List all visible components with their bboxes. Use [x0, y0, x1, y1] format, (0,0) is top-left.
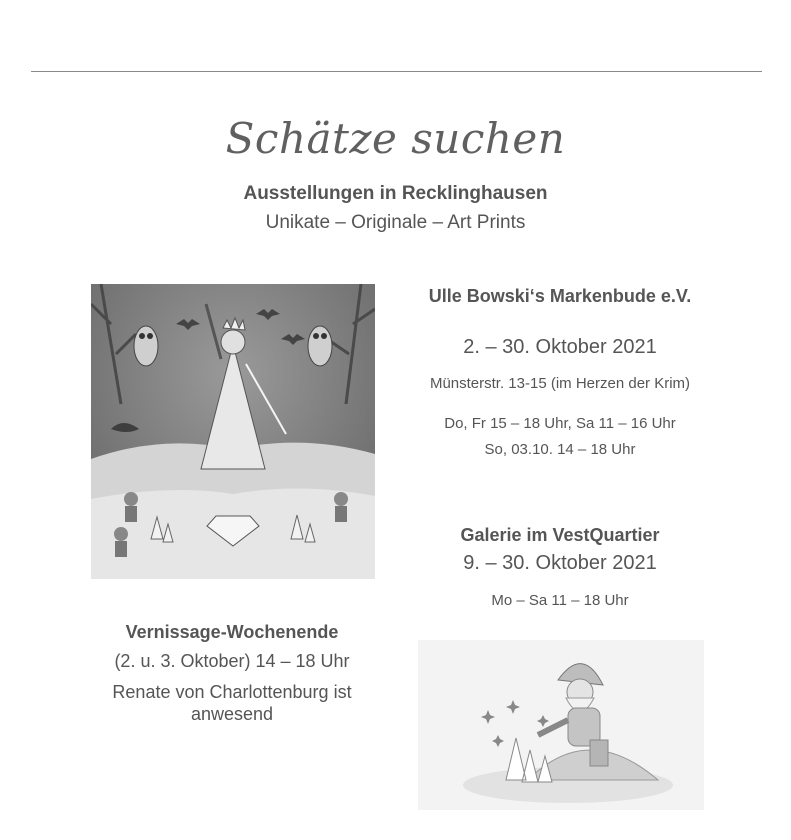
venue-markenbude-dates: 2. – 30. Oktober 2021 — [463, 336, 657, 358]
venue-markenbude-hours-line2: So, 03.10. 14 – 18 Uhr — [484, 441, 636, 458]
venue-vestquartier-name: Galerie im VestQuartier — [460, 525, 660, 545]
venue-vestquartier-hours: Mo – Sa 11 – 18 Uhr — [491, 592, 629, 609]
page-tagline: Unikate – Originale – Art Prints — [265, 212, 526, 233]
vernissage-heading: Vernissage-Wochenende — [125, 622, 339, 642]
page-subtitle: Ausstellungen in Recklinghausen — [243, 183, 548, 204]
vernissage-artist-note: Renate von Charlottenburg ist anwesend — [112, 682, 352, 724]
gnome-crystals-illustration-image — [418, 640, 704, 810]
page-title: Schätze suchen — [225, 114, 566, 163]
vernissage-dates: (2. u. 3. Oktober) 14 – 18 Uhr — [114, 651, 350, 671]
venue-markenbude-name: Ulle Bowski‘s Markenbude e.V. — [428, 286, 692, 306]
venue-markenbude — [416, 285, 704, 307]
snow-queen-artwork-image — [91, 284, 375, 579]
venue-markenbude-hours-line1: Do, Fr 15 – 18 Uhr, Sa 11 – 16 Uhr — [444, 415, 676, 432]
venue-vestquartier-dates: 9. – 30. Oktober 2021 — [463, 552, 657, 574]
venue-markenbude-address: Münsterstr. 13-15 (im Herzen der Krim) — [429, 375, 691, 392]
top-divider — [31, 71, 762, 72]
